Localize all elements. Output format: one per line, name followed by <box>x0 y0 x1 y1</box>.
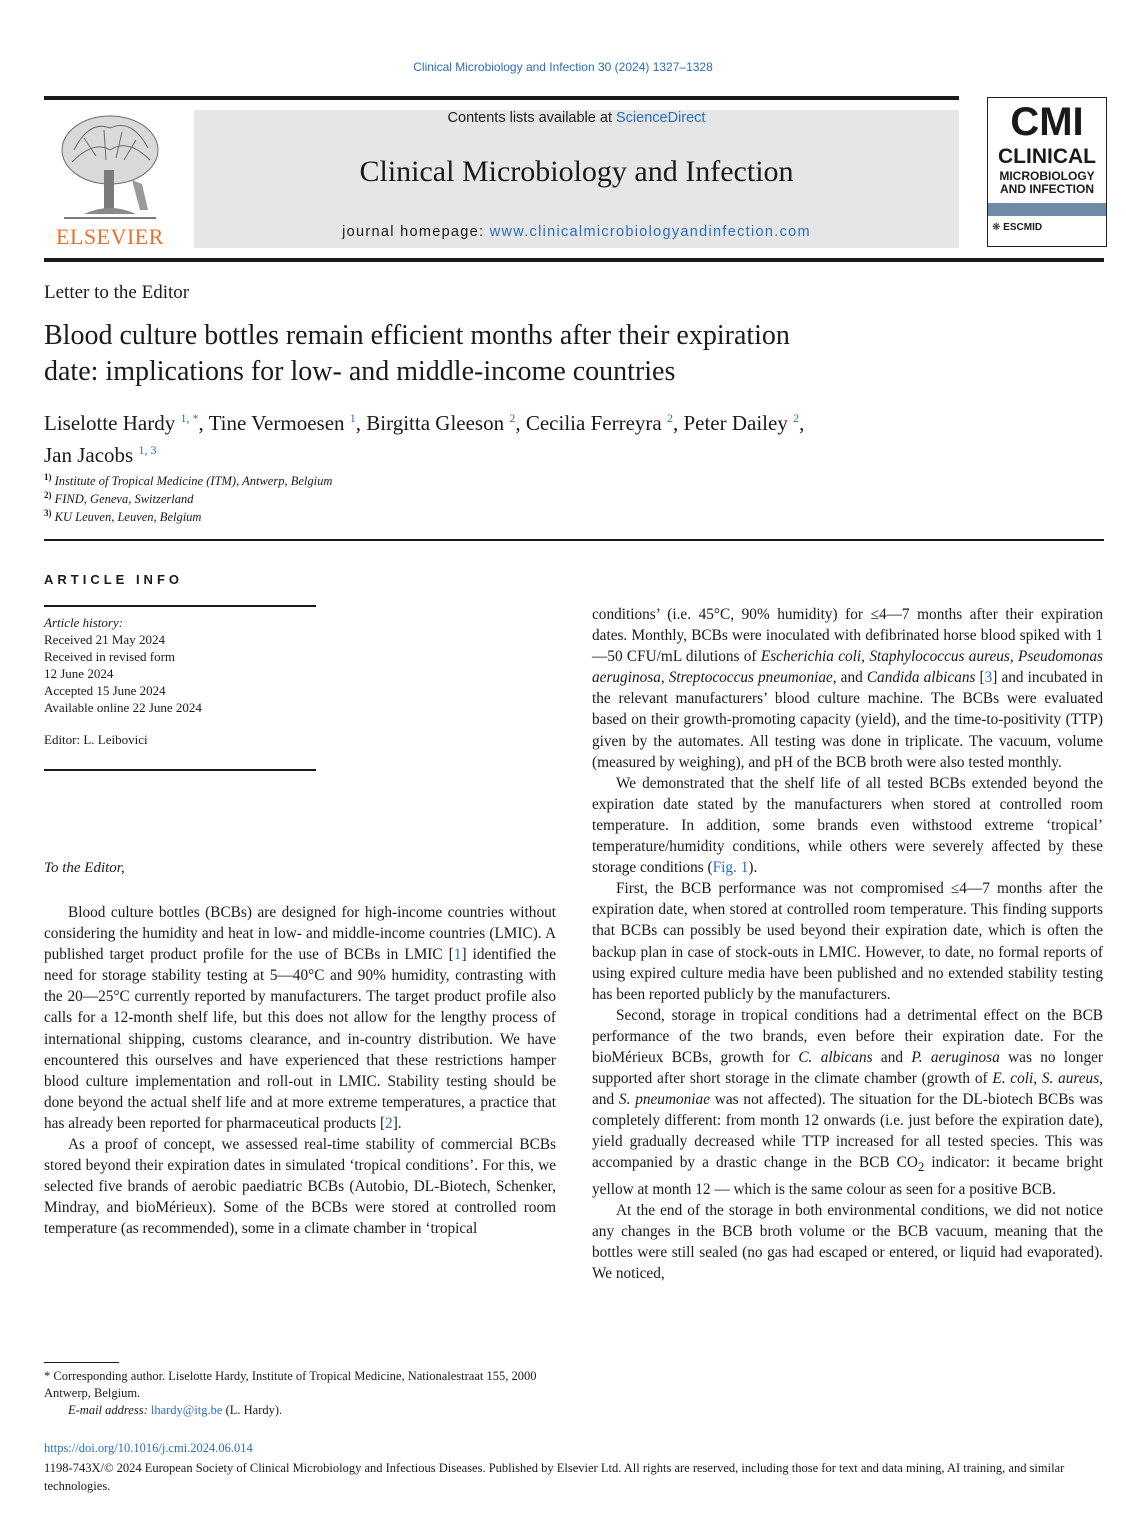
cmi-journal-logo[interactable] <box>987 97 1107 247</box>
section-rule <box>44 539 1104 541</box>
subscript: 2 <box>917 1160 925 1175</box>
species-name: Candida albicans <box>866 669 976 687</box>
author-list: Liselotte Hardy $^{1, *}$, Tine Vermoesen $^1$, Birgitta Gleeson $^2$, Cecilia Ferreyra $^2$, Peter Dailey $^2$, Jan Jacobs $^{1, 3}$ <box>44 411 805 467</box>
author-sup[interactable]: 1, 3 <box>138 443 157 457</box>
corresponding-author-footnote <box>44 1368 556 1419</box>
figure-link[interactable]: Fig. 1 <box>712 859 749 877</box>
author-name[interactable]: Birgitta Gleeson <box>366 411 505 435</box>
footnote-text: Corresponding author. Liselotte Hardy, Institute of Tropical Medicine, Nationalestraat 155, 2000 Antwerp, Belgium. <box>44 1369 537 1400</box>
text-run: We demonstrated that the shelf life of all tested BCBs extended beyond the expiration date stated by the manufacturers when stored at controlled room temperature. In addition, some brands even withstood extreme ‘tropical’ temperature/humidity conditions, while others were severely affected by these storage conditions ( <box>592 774 1103 877</box>
contents-line <box>194 110 959 126</box>
history-label: Article history: <box>44 615 124 630</box>
text-run: conditions’ (i.e. 45°C, 90% humidity) for ≤4—7 months after their expiration dates. Monthly, BCBs were inoculated with defibrinated horse blood spiked with 1—50 CFU/mL dilutions of <box>592 606 1103 666</box>
citation-link[interactable]: 3 <box>984 669 993 687</box>
body-paragraph: As a proof of concept, we assessed real-time stability of commercial BCBs stored beyond their expiration dates in simulated ‘tropical conditions’. For this, we selected five brands of aerobic paediatric BCBs (Autobio, DL-Biotech, Schenker, Mindray, and bioMérieux). Some of the BCBs were stored at controlled room temperature (as recommended), some in a climate chamber in ‘tropical <box>44 1136 556 1238</box>
article-type: Letter to the Editor <box>44 282 190 303</box>
accepted-date: Accepted 15 June 2024 <box>44 683 166 698</box>
text-run: ]. <box>392 1114 402 1132</box>
handling-editor: Editor: L. Leibovici <box>44 732 148 747</box>
text-run: ). <box>748 859 758 877</box>
escmid-mark <box>992 222 1042 233</box>
author-name[interactable]: Liselotte Hardy <box>44 411 176 435</box>
affiliation-number: 1) <box>44 472 52 482</box>
escmid-text: ESCMID <box>1003 222 1043 233</box>
author-sup[interactable]: 2 <box>666 411 673 425</box>
article-history <box>44 614 316 716</box>
cmi-logo-line3: AND INFECTION <box>1000 182 1094 196</box>
cmi-logo-line1: CLINICAL <box>998 145 1096 168</box>
homepage-link[interactable]: www.clinicalmicrobiologyandinfection.com <box>489 224 811 240</box>
journal-reference[interactable]: Clinical Microbiology and Infection 30 (2024) 1327–1328 <box>413 60 713 74</box>
sciencedirect-link[interactable]: ScienceDirect <box>616 110 706 126</box>
escmid-icon: ❋ <box>992 222 1001 233</box>
affiliation-text: FIND, Geneva, Switzerland <box>54 492 194 507</box>
affiliation-number: 3) <box>44 508 52 518</box>
author-name[interactable]: Tine Vermoesen <box>208 411 345 435</box>
text-run: was not affected). The situation for the DL-biotech BCBs was completely different: from month 12 onwards (i.e. just before the expiration date), yield gradually decreased while TTP increased for all tested species. This was accompanied by a drastic change in the BCB CO <box>592 1091 1103 1172</box>
author-name[interactable]: Cecilia Ferreyra <box>525 411 662 435</box>
journal-title: Clinical Microbiology and Infection <box>359 155 794 188</box>
species-name: S. pneumoniae <box>618 1091 710 1109</box>
homepage-line <box>194 224 959 240</box>
contents-prefix: Contents lists available at <box>447 110 616 126</box>
body-column-right <box>592 604 1103 1284</box>
body-paragraph: At the end of the storage in both environmental conditions, we did not notice any changes in the BCB broth volume or the BCB vacuum, meaning that the bottles were still sealed (no gas had escaped or entered, or liquid had evaporated). We noticed, <box>592 1201 1103 1282</box>
elsevier-wordmark: ELSEVIER <box>56 224 164 249</box>
text-run: and <box>872 1048 912 1066</box>
species-name: C. albicans <box>798 1048 873 1066</box>
article-title <box>44 318 1044 390</box>
species-name: E. coli, S. aureus <box>992 1070 1100 1088</box>
author-sup[interactable]: 1, * <box>180 411 199 425</box>
online-date: Available online 22 June 2024 <box>44 700 202 715</box>
species-names: Escherichia coli, Staphylococcus aureus, Pseudomonas aeruginosa, Streptococcus pneumoniae <box>592 648 1103 687</box>
text-run: , and <box>832 669 867 687</box>
author-sup[interactable]: 1 <box>349 411 356 425</box>
header-top-rule <box>44 96 959 100</box>
copyright-notice: 1198-743X/© 2024 European Society of Clinical Microbiology and Infectious Diseases. Published by Elsevier Ltd. All rights are reserved, including those for text and data mining, AI training, and similar technologies. <box>44 1461 1065 1493</box>
body-paragraph: First, the BCB performance was not compromised ≤4—7 months after the expiration date, when stored at controlled room temperature. This finding supports that BCBs can possibly be used beyond their expiration date, which is often the backup plan in case of stock-outs in LMIC. However, to date, no formal reports of using expired culture media have been published and no extended stability testing has been reported publicly by the manufacturers. <box>592 880 1103 1003</box>
article-info-rule-bottom <box>44 769 316 771</box>
affiliation-text: Institute of Tropical Medicine (ITM), Antwerp, Belgium <box>54 474 333 489</box>
cmi-logo-big: CMI <box>1010 100 1084 144</box>
article-title-line1: Blood culture bottles remain efficient months after their expiration <box>44 320 790 351</box>
cmi-logo-line2: MICROBIOLOGY <box>999 169 1095 183</box>
revised-date: 12 June 2024 <box>44 666 114 681</box>
text-run: ] identified the need for storage stability testing at 5—40°C and 90% humidity, contrasting with the 20—25°C currently reported by manufacturers. The target product profile also calls for a 12-month shelf life, but this does not allow for the lengthy process of international shipping, customs clearance, and in-country distribution. We have encountered this ourselves and have experienced that these restrictions hamper blood culture implementation and roll-out in LMIC. Stability testing should be done beyond the actual shelf life and at more extreme temperatures, a practice that has already been reported for pharmaceutical products [ <box>44 946 556 1132</box>
footnote-marker: * <box>44 1369 51 1383</box>
species-name: P. aeruginosa <box>911 1048 1000 1066</box>
article-title-line2: date: implications for low- and middle-income countries <box>44 356 676 387</box>
email-label: E-mail address: <box>68 1403 151 1417</box>
text-run: was no longer supported after short storage in the climate chamber (growth of <box>592 1048 1103 1088</box>
affiliation-number: 2) <box>44 490 52 500</box>
doi-link[interactable]: https://doi.org/10.1016/j.cmi.2024.06.014 <box>44 1441 253 1455</box>
affiliation <box>44 508 201 525</box>
citation-link[interactable]: 1 <box>453 946 462 964</box>
body-paragraph <box>592 773 1103 878</box>
affiliation <box>44 472 332 489</box>
cmi-logo-bar <box>988 203 1106 216</box>
text-run: Blood culture bottles (BCBs) are designed for high-income countries without considering the humidity and heat in low- and middle-income countries (LMIC). A published target product profile for the use of BCBs in LMIC [ <box>44 904 556 964</box>
author-name[interactable]: Jan Jacobs <box>44 443 134 467</box>
body-column-left <box>44 902 556 1240</box>
homepage-prefix: journal homepage: <box>342 224 490 240</box>
text-run: [ <box>975 669 985 687</box>
citation-link[interactable]: 2 <box>385 1114 393 1132</box>
affiliation-text: KU Leuven, Leuven, Belgium <box>54 510 202 525</box>
salutation: To the Editor, <box>44 860 125 876</box>
body-paragraph <box>592 1005 1103 1200</box>
article-info-heading: ARTICLE INFO <box>44 572 183 587</box>
footnote-rule <box>44 1362 119 1363</box>
text-run: , and <box>592 1070 1103 1109</box>
body-paragraph <box>44 902 556 1134</box>
header-bottom-rule <box>44 258 1104 262</box>
text-run: Second, storage in tropical conditions had a detrimental effect on the BCB performance of the two brands, even before their expiration date. For the bioMérieux BCBs, growth for <box>592 1006 1103 1066</box>
author-sup[interactable]: 2 <box>509 411 516 425</box>
author-sup[interactable]: 2 <box>793 411 800 425</box>
affiliation <box>44 490 194 507</box>
body-paragraph <box>592 604 1103 773</box>
email-suffix: (L. Hardy). <box>222 1403 283 1417</box>
text-run: ] and incubated in the relevant manufacturers’ blood culture machine. The BCBs were evaluated based on their growth-promoting capacity (yield), and the time-to-positivity (TTP) given by the automates. All testing was done in triplicate. The vacuum, volume (measured by weighing), and pH of the BCB broth were also tested monthly. <box>592 669 1104 771</box>
revised-label: Received in revised form <box>44 649 176 664</box>
received-date: Received 21 May 2024 <box>44 632 165 647</box>
author-name[interactable]: Peter Dailey <box>683 411 788 435</box>
text-run: indicator: it became bright yellow at month 12 — which is the same colour as seen for a positive BCB. <box>592 1154 1103 1198</box>
email-link[interactable]: lhardy@itg.be <box>150 1403 223 1417</box>
article-info-rule-top <box>44 605 316 607</box>
